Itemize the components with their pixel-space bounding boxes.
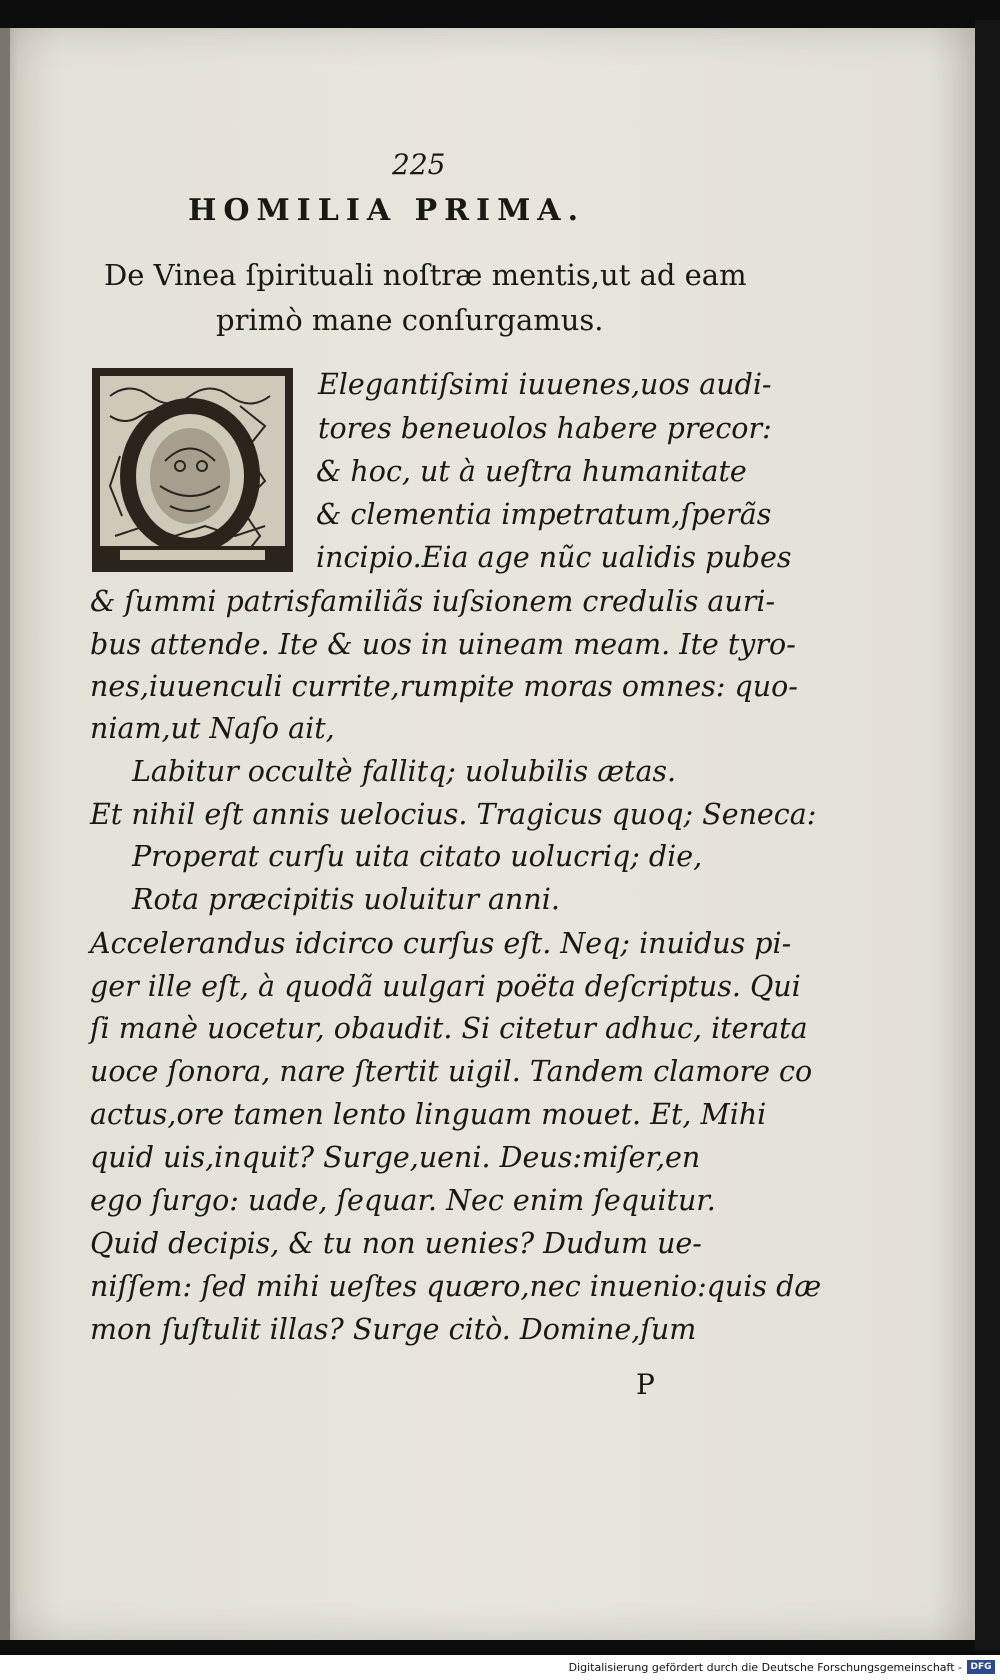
verse-line: Properat curſu uita citato uolucriq; die, [132,840,703,873]
text-line: & ſummi patrisfamiliãs iuſsionem credulis auri- [90,585,776,618]
text-line: ger ille eſt, à quodã uulgari poëta deſcriptus. Qui [90,970,801,1003]
text-line: incipio.Eia age nũc ualidis pubes [316,541,792,574]
text-line: Accelerandus idcirco curſus eſt. Neq; inuidus pi- [90,927,792,960]
text-line: tores beneuolos habere precor: [318,412,772,445]
text-line: ego ſurgo: uade, ſequar. Nec enim ſequitur. [90,1184,716,1217]
verse-line: Rota præcipitis uoluitur anni. [132,883,560,916]
text-line: nes,iuuenculi currite,rumpite moras omnes: quo- [90,670,798,703]
subtitle-line-2: primò mane conſurgamus. [216,303,604,337]
page-spine-shadow [0,28,10,1640]
text-line: ſi manè uocetur, obaudit. Si citetur adhuc, iterata [90,1012,808,1045]
text-line: niam,ut Naſo ait, [90,712,335,745]
page-edge [975,20,1000,1650]
text-line: & hoc, ut à ueſtra humanitate [316,455,747,488]
text-line: Quid decipis, & tu non uenies? Dudum ue- [90,1227,702,1260]
text-line: Elegantiſsimi iuuenes,uos audi- [318,368,772,401]
dfg-logo: DFG [967,1660,995,1674]
text-line: mon ſuſtulit illas? Surge citò. Domine,ſum [90,1313,697,1346]
text-line: niſſem: ſed mihi ueſtes quæro,nec inuenio:quis dæ [90,1270,822,1303]
verse-line: Labitur occultè fallitq; uolubilis ætas. [132,755,677,788]
text-line: bus attende. Ite & uos in uineam meam. Ite tyro- [90,628,796,661]
subtitle-line-1: De Vinea ſpirituali noſtræ mentis,ut ad eam [104,258,747,292]
text-line: uoce ſonora, nare ſtertit uigil. Tandem clamore co [90,1055,813,1088]
page-title: HOMILIA PRIMA. [188,193,586,228]
signature-mark: P [636,1368,655,1401]
text-line: Et nihil eſt annis uelocius. Tragicus quoq; Seneca: [90,798,817,831]
woodcut-initial-o [90,366,295,574]
text-line: & clementia impetratum,ſperãs [316,498,772,531]
footer-credit: Digitalisierung gefördert durch die Deutsche Forschungsgemeinschaft - [568,1661,962,1674]
page-number: 225 [392,148,446,181]
text-line: quid uis,inquit? Surge,ueni. Deus:miſer,en [90,1141,701,1174]
text-line: actus,ore tamen lento linguam mouet. Et, Mihi [90,1098,767,1131]
